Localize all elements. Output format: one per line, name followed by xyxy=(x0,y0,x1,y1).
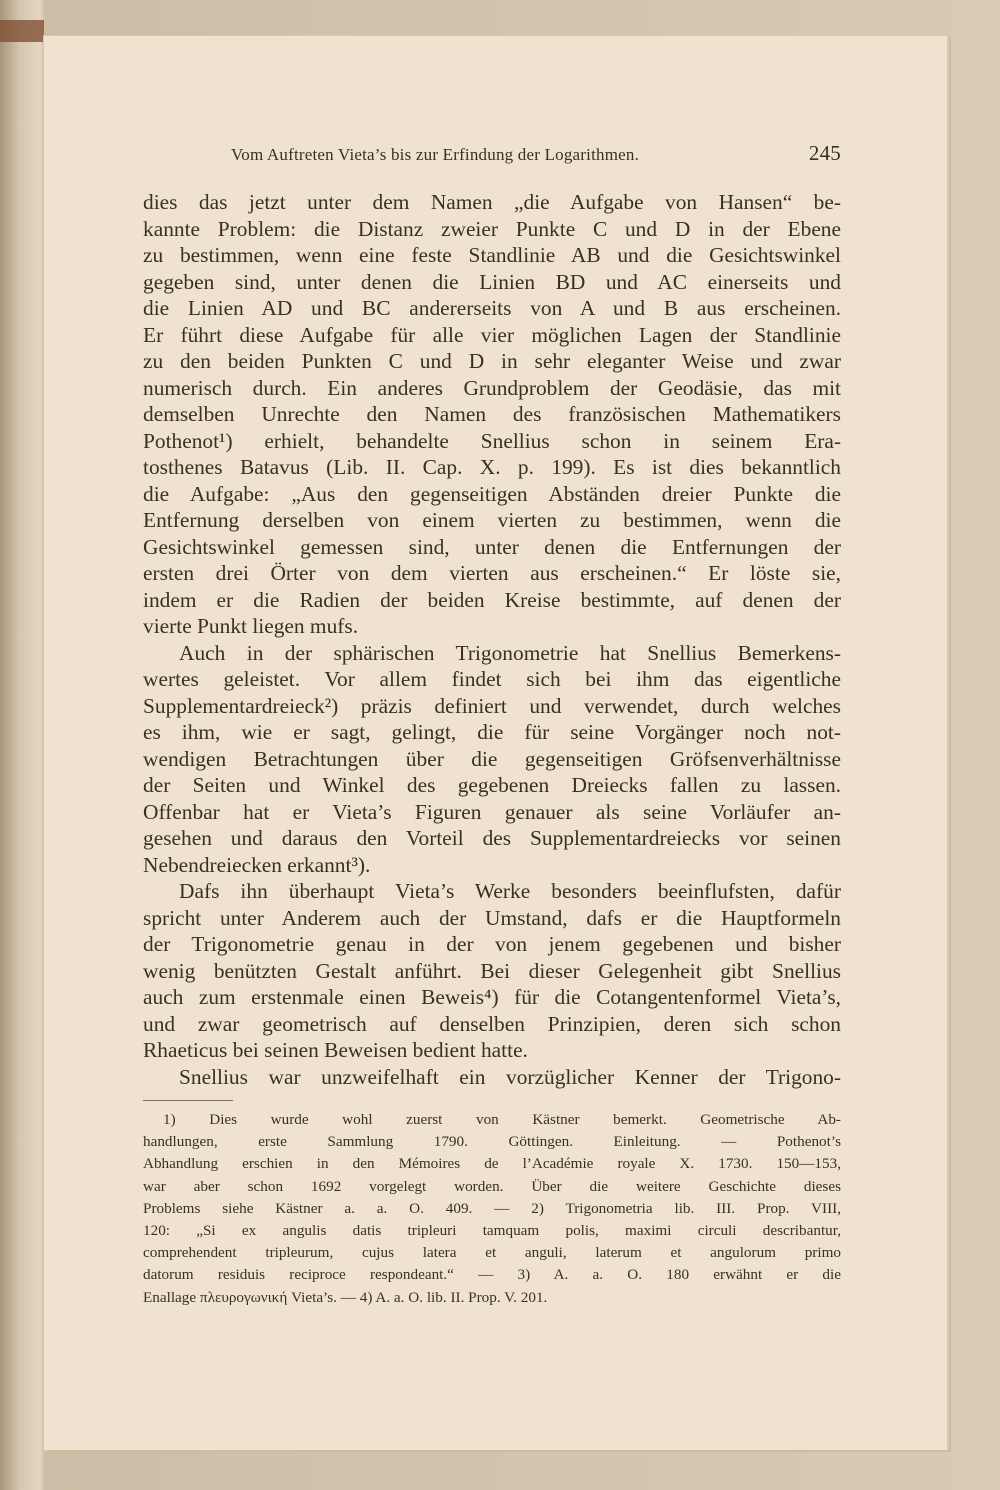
footnote-separator xyxy=(143,1100,233,1101)
footnote-line: Problems siehe Kästner a. a. O. 409. — 2) Trigonometria lib. III. Prop. VIII, xyxy=(143,1199,841,1217)
text-line: der Trigonometrie genau in der von jenem gegebenen und bisher xyxy=(143,932,841,956)
footnote-line: Abhandlung erschien in den Mémoires de l’Académie royale X. 1730. 150—153, xyxy=(143,1155,841,1173)
footnote-line: comprehendent tripleurum, cujus latera et anguli, laterum et angulorum primo xyxy=(143,1244,841,1262)
page-number: 245 xyxy=(808,141,841,165)
main-text xyxy=(143,189,841,1090)
text-line: Offenbar hat er Vieta’s Figuren genauer als seine Vorläufer an- xyxy=(143,799,841,824)
text-line: wenig benützten Gestalt anführt. Bei dieser Gelegenheit gibt Snellius xyxy=(143,958,841,983)
text-line: numerisch durch. Ein anderes Grundproblem der Geodäsie, das mit xyxy=(143,375,841,400)
text-line: gesehen und daraus den Vorteil des Supplementardreiecks vor seinen xyxy=(143,826,841,850)
paragraph-start-line: Dafs ihn überhaupt Vieta’s Werke besonders beeinflufsten, dafür xyxy=(179,879,841,903)
text-line: zu den beiden Punkten C und D in sehr eleganter Weise und zwar xyxy=(143,349,841,373)
footnote-line: 1) Dies wurde wohl zuerst von Kästner bemerkt. Geometrische Ab- xyxy=(163,1111,841,1128)
facing-page-edge xyxy=(0,0,46,1490)
text-line: und zwar geometrisch auf denselben Prinzipien, deren sich schon xyxy=(143,1011,841,1036)
text-line: Entfernung derselben von einem vierten zu bestimmen, wenn die xyxy=(143,508,841,532)
running-title: Vom Auftreten Vieta’s bis zur Erfindung der Logarithmen. xyxy=(231,145,640,164)
text-line: auch zum erstenmale einen Beweis⁴) für die Cotangentenformel Vieta’s, xyxy=(143,985,841,1009)
footnote-line: war aber schon 1692 vorgelegt worden. Über die weitere Geschichte dieses xyxy=(143,1177,841,1195)
paragraph-start-line: Snellius war unzweifelhaft ein vorzüglicher Kenner der Trigono- xyxy=(179,1064,841,1089)
footnotes xyxy=(143,1109,841,1309)
text-line: kannte Problem: die Distanz zweier Punkte C und D in der Ebene xyxy=(143,216,841,241)
binding-tape xyxy=(0,20,44,42)
footnote-line: handlungen, erste Sammlung 1790. Göttingen. Einleitung. — Pothenot’s xyxy=(143,1133,841,1151)
text-line: es ihm, wie er sagt, gelingt, die für seine Vorgänger noch not- xyxy=(143,720,841,744)
text-line: tosthenes Batavus (Lib. II. Cap. X. p. 199). Es ist dies bekanntlich xyxy=(143,455,841,479)
running-header xyxy=(231,141,841,163)
text-line: vierte Punkt liegen mufs. xyxy=(143,614,359,638)
text-line: Er führt diese Aufgabe für alle vier möglichen Lagen der Standlinie xyxy=(143,322,841,347)
text-line: dies das jetzt unter dem Namen „die Aufgabe von Hansen“ be- xyxy=(143,190,841,214)
text-line: wertes geleistet. Vor allem findet sich bei ihm das eigentliche xyxy=(143,667,841,691)
text-line: Rhaeticus bei seinen Beweisen bedient hatte. xyxy=(143,1038,528,1062)
footnote-line: datorum residuis reciproce respondeant.“ — 3) A. a. O. 180 erwähnt er die xyxy=(143,1266,841,1284)
text-line: Pothenot¹) erhielt, behandelte Snellius schon in seinem Era- xyxy=(143,428,841,453)
text-line: die Aufgabe: „Aus den gegenseitigen Abständen dreier Punkte die xyxy=(143,481,841,506)
text-line: die Linien AD und BC andererseits von A und B aus erscheinen. xyxy=(143,296,841,320)
text-line: spricht unter Anderem auch der Umstand, dafs er die Hauptformeln xyxy=(143,905,841,930)
page-content xyxy=(143,141,841,1309)
footnote-line: Enallage πλευρογωνική Vieta’s. — 4) A. a. O. lib. II. Prop. V. 201. xyxy=(143,1288,548,1306)
text-line: wendigen Betrachtungen über die gegenseitigen Gröfsenverhältnisse xyxy=(143,746,841,771)
footnote-line: 120: „Si ex angulis datis tripleuri tamquam polis, maximi circuli describantur, xyxy=(143,1221,841,1239)
text-line: indem er die Radien der beiden Kreise bestimmte, auf denen der xyxy=(143,587,841,612)
text-line: Supplementardreieck²) präzis definiert und verwendet, durch welches xyxy=(143,693,841,718)
text-line: gegeben sind, unter denen die Linien BD und AC einerseits und xyxy=(143,269,841,294)
book-page xyxy=(44,36,947,1450)
text-line: der Seiten und Winkel des gegebenen Dreiecks fallen zu lassen. xyxy=(143,773,841,797)
text-line: demselben Unrechte den Namen des französischen Mathematikers xyxy=(143,402,841,426)
paragraph-start-line: Auch in der sphärischen Trigonometrie hat Snellius Bemerkens- xyxy=(179,640,841,665)
text-line: Nebendreiecken erkannt³). xyxy=(143,852,371,877)
text-line: zu bestimmen, wenn eine feste Standlinie AB und die Gesichtswinkel xyxy=(143,243,841,267)
text-line: Gesichtswinkel gemessen sind, unter denen die Entfernungen der xyxy=(143,534,841,559)
text-line: ersten drei Örter von dem vierten aus erscheinen.“ Er löste sie, xyxy=(143,561,841,585)
